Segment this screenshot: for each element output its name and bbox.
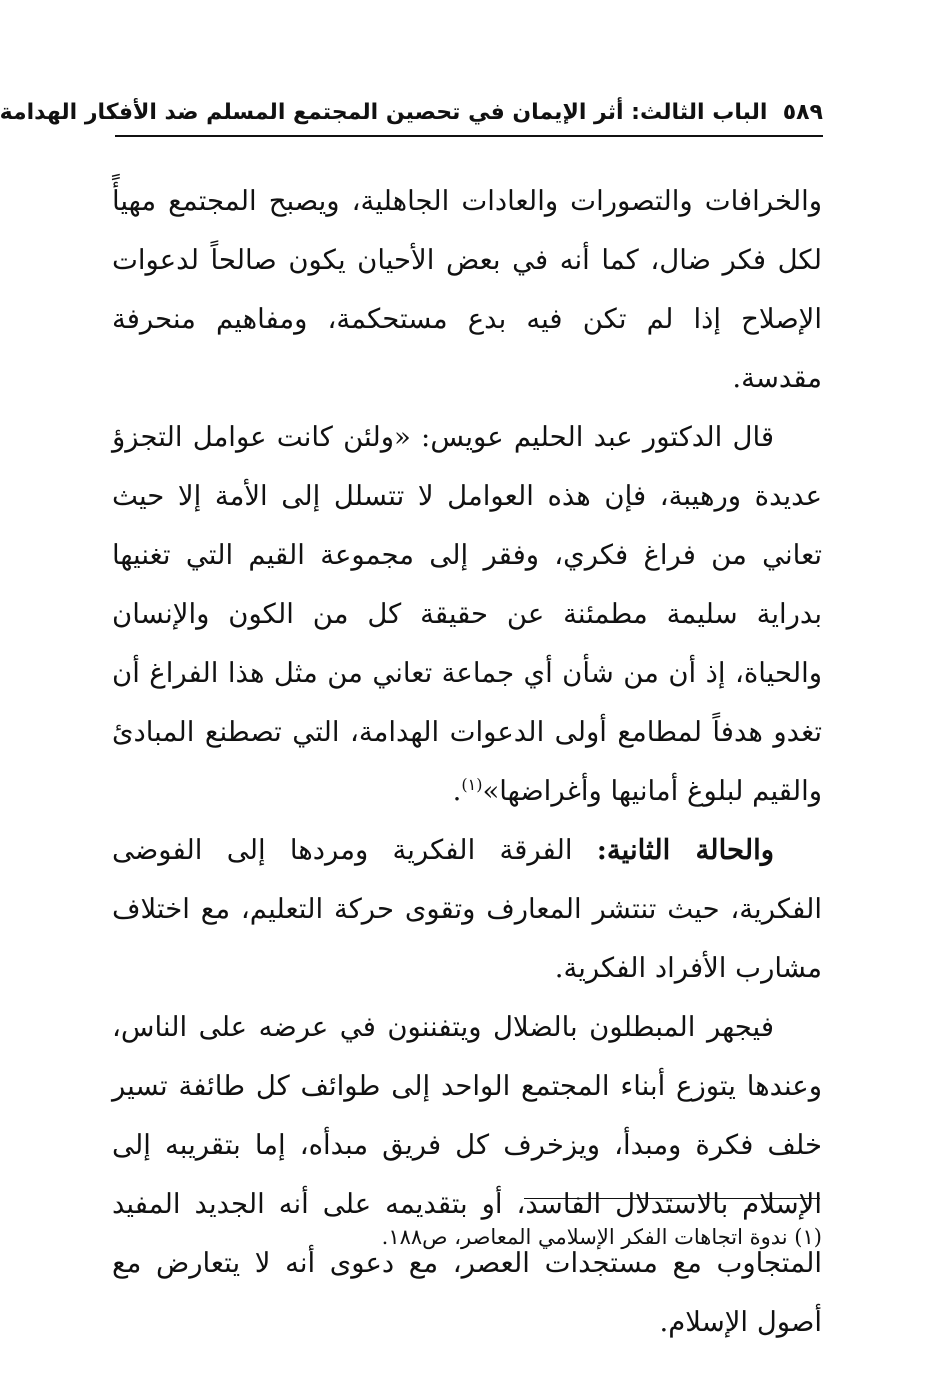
page-number: ٥٨٩ xyxy=(782,99,823,125)
case-text: الفرقة الفكرية ومردها إلى الفوضى الفكرية، حيث تنتشر المعارف وتقوى حركة التعليم، مع اختلاف مشارب الأفراد الفكرية. xyxy=(112,834,822,984)
chapter-title: الباب الثالث: أثر الإيمان في تحصين المجتمع المسلم ضد الأفكار الهدامة xyxy=(0,99,768,125)
footnote-divider xyxy=(524,1198,820,1199)
header-divider xyxy=(115,135,823,137)
running-header xyxy=(0,92,823,132)
quote-text: قال الدكتور عبد الحليم عويس: «ولئن كانت عوامل التجزؤ عديدة ورهيبة، فإن هذه العوامل لا تتسلل إلى الأمة إلا حيث تعاني من فراغ فكري، وفقر إلى مجموعة القيم التي تغنيها بدراية سليمة مطمئنة عن حقيقة كل من الكون والإنسان والحياة، إذ أن من شأن أي جماعة تعاني من مثل هذا الفراغ أن تغدو هدفاً لمطامع أولى الدعوات الهدامة، التي تصطنع المبادئ والقيم لبلوغ أمانيها وأغراضها» xyxy=(112,421,822,807)
paragraph-1: والخرافات والتصورات والعادات الجاهلية، ويصبح المجتمع مهيأً لكل فكر ضال، كما أنه في بعض الأحيان يكون صالحاً لدعوات الإصلاح إذا لم تكن فيه بدع مستحكمة، ومفاهيم منحرفة مقدسة. xyxy=(112,185,822,394)
header-spacer xyxy=(767,100,782,125)
case-heading: والحالة الثانية: xyxy=(596,834,774,866)
paragraph-3 xyxy=(112,821,822,998)
quote-end-punct: . xyxy=(452,775,462,807)
paragraph-2 xyxy=(112,408,822,821)
paragraph-4: فيجهر المبطلون بالضلال ويتفننون في عرضه على الناس، وعندها يتوزع أبناء المجتمع الواحد إلى طوائف كل طائفة تسير خلف فكرة ومبدأ، ويزخرف كل فريق مبدأه، إما بتقريبه إلى الإسلام بالاستدلال الفاسد، أو بتقديمه على أنه الجديد المفيد المتجاوب مع مستجدات العصر، مع دعوى أنه لا يتعارض مع أصول الإسلام. xyxy=(112,1011,822,1338)
footnote: (١) ندوة اتجاهات الفكر الإسلامي المعاصر، ص١٨٨. xyxy=(381,1225,822,1249)
main-text xyxy=(112,172,822,1352)
footnote-marker[interactable]: (١) xyxy=(461,774,483,794)
